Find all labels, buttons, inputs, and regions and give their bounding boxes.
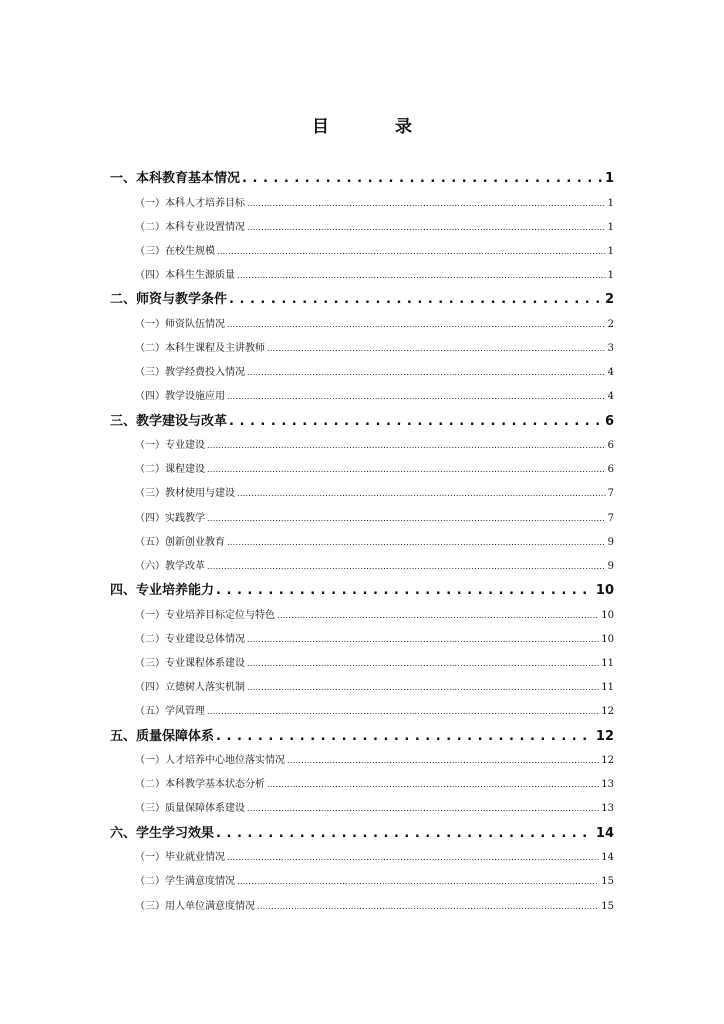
- toc-section-label: 四、专业培养能力: [110, 583, 215, 599]
- dot-leader: [216, 725, 594, 750]
- dot-leader: [257, 895, 599, 919]
- dot-leader: [207, 507, 606, 531]
- dot-leader: [247, 216, 606, 240]
- toc-entry-label: （三）在校生规模: [135, 245, 215, 257]
- toc-entry-label: （二）本科教学基本状态分析: [135, 779, 265, 791]
- toc-page-number: 10: [595, 583, 614, 599]
- toc-section-2[interactable]: [110, 288, 614, 313]
- toc-entry-label: （五）创新创业教育: [135, 536, 225, 548]
- toc-section-label: 三、教学建设与改革: [110, 413, 228, 429]
- dot-leader: [216, 579, 594, 604]
- toc-entry[interactable]: [110, 434, 614, 458]
- dot-leader: [237, 264, 606, 288]
- toc-page-number: 11: [601, 658, 614, 669]
- toc-entry[interactable]: [110, 749, 614, 773]
- toc-entry[interactable]: [110, 216, 614, 240]
- toc-entry-label: （四）实践教学: [135, 512, 205, 524]
- toc-page-number: 13: [601, 803, 614, 815]
- toc-entry-label: （二）学生满意度情况: [135, 876, 235, 888]
- toc-section-4[interactable]: [110, 579, 614, 604]
- toc-section-1[interactable]: [110, 167, 614, 192]
- dot-leader: [227, 846, 599, 870]
- toc-entry[interactable]: [110, 700, 614, 724]
- toc-page-number: 10: [601, 633, 614, 645]
- toc-entry-label: （二）课程建设: [135, 464, 205, 476]
- toc-entry[interactable]: [110, 773, 614, 797]
- toc-entry[interactable]: [110, 628, 614, 652]
- toc-page-number: 1: [607, 270, 614, 282]
- dot-leader: [267, 337, 606, 361]
- toc-page-number: 10: [601, 609, 614, 621]
- toc-entry-label: （一）本科人才培养目标: [135, 197, 245, 209]
- dot-leader: [277, 604, 599, 628]
- toc-entry-label: （四）本科生生源质量: [135, 270, 235, 282]
- toc-entry-label: （一）专业建设: [135, 440, 205, 451]
- toc-entry-label: （四）立德树人落实机制: [135, 682, 245, 694]
- toc-entry[interactable]: [110, 870, 614, 894]
- toc-page-number: 11: [601, 682, 614, 694]
- toc-page-number: 7: [607, 512, 614, 524]
- toc-entry-label: （三）质量保障体系建设: [135, 803, 245, 815]
- toc-entry[interactable]: [110, 797, 614, 821]
- toc-entry[interactable]: [110, 555, 614, 579]
- toc-page-number: 1: [604, 171, 614, 186]
- toc-section-label: 五、质量保障体系: [110, 728, 215, 744]
- dot-leader: [207, 458, 606, 482]
- toc-entry-label: （二）专业建设总体情况: [135, 633, 245, 645]
- toc-page-number: 9: [607, 536, 614, 548]
- dot-leader: [227, 531, 606, 555]
- toc-page-number: 3: [607, 342, 614, 354]
- toc-section-6[interactable]: [110, 822, 614, 847]
- toc-entry[interactable]: [110, 482, 614, 506]
- toc-entry-label: （三）教材使用与建设: [135, 488, 235, 500]
- dot-leader: [229, 410, 603, 435]
- dot-leader: [207, 555, 606, 579]
- dot-leader: [229, 288, 603, 313]
- toc-entry-label: （一）师资队伍情况: [135, 318, 225, 330]
- toc-entry[interactable]: [110, 846, 614, 870]
- dot-leader: [237, 870, 599, 894]
- toc-page-number: 15: [601, 876, 614, 888]
- toc-entry[interactable]: [110, 676, 614, 700]
- toc-entry-label: （三）教学经费投入情况: [135, 367, 245, 379]
- toc-section-label: 一、本科教育基本情况: [110, 171, 241, 186]
- toc-page-number: 4: [607, 391, 614, 403]
- toc-entry[interactable]: [110, 895, 614, 919]
- toc-page-number: 15: [601, 900, 614, 912]
- toc-entry-label: （四）教学设施应用: [135, 391, 225, 403]
- toc-entry-label: （三）专业课程体系建设: [135, 658, 245, 669]
- toc-entry-label: （六）教学改革: [135, 560, 205, 572]
- dot-leader: [247, 192, 606, 216]
- dot-leader: [227, 385, 606, 409]
- toc-page-number: 6: [604, 413, 614, 429]
- dot-leader: [207, 434, 606, 458]
- dot-leader: [247, 628, 599, 652]
- toc-entry[interactable]: [110, 313, 614, 337]
- toc-entry-label: （二）本科专业设置情况: [135, 221, 245, 233]
- toc-entry-label: （五）学风管理: [135, 706, 205, 718]
- toc-entry[interactable]: [110, 240, 614, 264]
- toc-page-number: 6: [607, 440, 614, 451]
- toc-entry[interactable]: [110, 531, 614, 555]
- dot-leader: [247, 797, 599, 821]
- page-title: 目 录: [312, 117, 442, 137]
- toc-page-number: 2: [607, 318, 614, 330]
- toc-entry[interactable]: [110, 337, 614, 361]
- toc-page-number: 6: [607, 464, 614, 476]
- toc-entry[interactable]: [110, 264, 614, 288]
- toc-entry[interactable]: [110, 604, 614, 628]
- toc-entry[interactable]: [110, 652, 614, 676]
- toc-page-number: 1: [607, 245, 614, 257]
- table-of-contents: [110, 167, 614, 919]
- dot-leader: [227, 313, 606, 337]
- toc-page-number: 7: [607, 488, 614, 500]
- toc-section-label: 六、学生学习效果: [110, 825, 215, 841]
- toc-entry[interactable]: [110, 192, 614, 216]
- toc-page-number: 14: [601, 852, 614, 864]
- toc-section-5[interactable]: [110, 725, 614, 750]
- toc-entry[interactable]: [110, 361, 614, 385]
- toc-page-number: 2: [604, 292, 614, 308]
- toc-entry-label: （一）毕业就业情况: [135, 852, 225, 864]
- toc-page-number: 14: [595, 825, 614, 841]
- toc-entry-label: （三）用人单位满意度情况: [135, 900, 255, 912]
- dot-leader: [247, 361, 606, 385]
- toc-section-label: 二、师资与教学条件: [110, 292, 228, 308]
- toc-page-number: 12: [601, 755, 614, 767]
- toc-page-number: 13: [601, 779, 614, 791]
- dot-leader: [287, 749, 599, 773]
- dot-leader: [242, 167, 603, 192]
- toc-entry-label: （二）本科生课程及主讲教师: [135, 342, 265, 354]
- toc-section-3[interactable]: [110, 410, 614, 435]
- toc-entry-label: （一）人才培养中心地位落实情况: [135, 755, 285, 767]
- toc-page-number: 1: [607, 197, 614, 209]
- toc-entry[interactable]: [110, 385, 614, 409]
- toc-page-number: 9: [607, 560, 614, 572]
- toc-page-number: 1: [607, 221, 614, 233]
- toc-entry[interactable]: [110, 458, 614, 482]
- toc-entry-label: （一）专业培养目标定位与特色: [135, 609, 275, 621]
- toc-page-number: 12: [601, 706, 614, 718]
- dot-leader: [267, 773, 599, 797]
- dot-leader: [207, 700, 599, 724]
- dot-leader: [247, 676, 599, 700]
- dot-leader: [216, 822, 594, 847]
- toc-entry[interactable]: [110, 507, 614, 531]
- dot-leader: [247, 652, 599, 676]
- toc-page-number: 4: [607, 367, 614, 379]
- toc-page-number: 12: [595, 728, 614, 744]
- dot-leader: [237, 482, 606, 506]
- dot-leader: [217, 240, 606, 264]
